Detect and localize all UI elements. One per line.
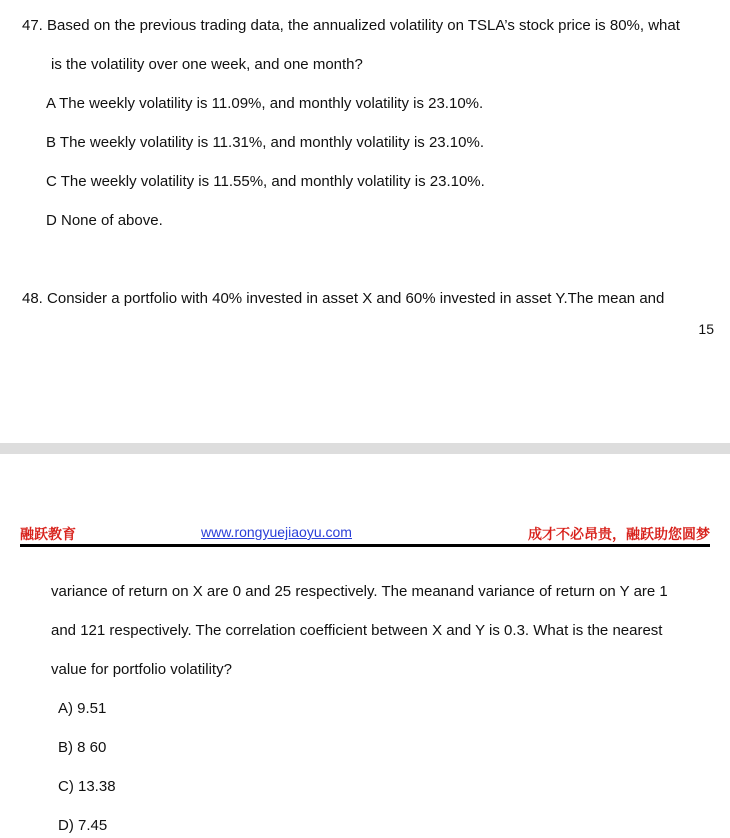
question-47-option-c: C The weekly volatility is 11.55%, and monthly volatility is 23.10%. <box>46 173 485 190</box>
question-48-option-a: A) 9.51 <box>58 700 107 717</box>
header-brand: 融跃教育 <box>20 526 76 542</box>
question-48-option-c: C) 13.38 <box>58 778 116 795</box>
page-header <box>20 524 710 546</box>
page-number: 15 <box>698 321 714 337</box>
question-47-text-line-1: 47. Based on the previous trading data, the annualized volatility on TSLA’s stock price is 80%, what <box>22 17 680 34</box>
header-url-link[interactable]: www.rongyuejiaoyu.com <box>201 524 352 540</box>
question-48-option-b: B) 8 60 <box>58 739 107 756</box>
question-47-option-b: B The weekly volatility is 11.31%, and monthly volatility is 23.10%. <box>46 134 484 151</box>
header-rule <box>20 544 710 547</box>
question-47-option-a: A The weekly volatility is 11.09%, and monthly volatility is 23.10%. <box>46 95 484 112</box>
question-47-option-d: D None of above. <box>46 212 163 229</box>
header-slogan: 成才不必昂贵，融跃助您圆梦 <box>528 526 710 542</box>
page-break-divider <box>0 443 730 454</box>
question-48-text-line-1: 48. Consider a portfolio with 40% invested in asset X and 60% invested in asset Y.The mean and <box>22 290 665 307</box>
question-48-text-line-4: value for portfolio volatility? <box>51 661 232 678</box>
question-48-text-line-2: variance of return on X are 0 and 25 respectively. The meanand variance of return on Y are 1 <box>51 583 668 600</box>
question-48-option-d: D) 7.45 <box>58 817 108 834</box>
question-47-text-line-2: is the volatility over one week, and one month? <box>51 56 363 73</box>
question-48-text-line-3: and 121 respectively. The correlation coefficient between X and Y is 0.3. What is the nearest <box>51 622 663 639</box>
